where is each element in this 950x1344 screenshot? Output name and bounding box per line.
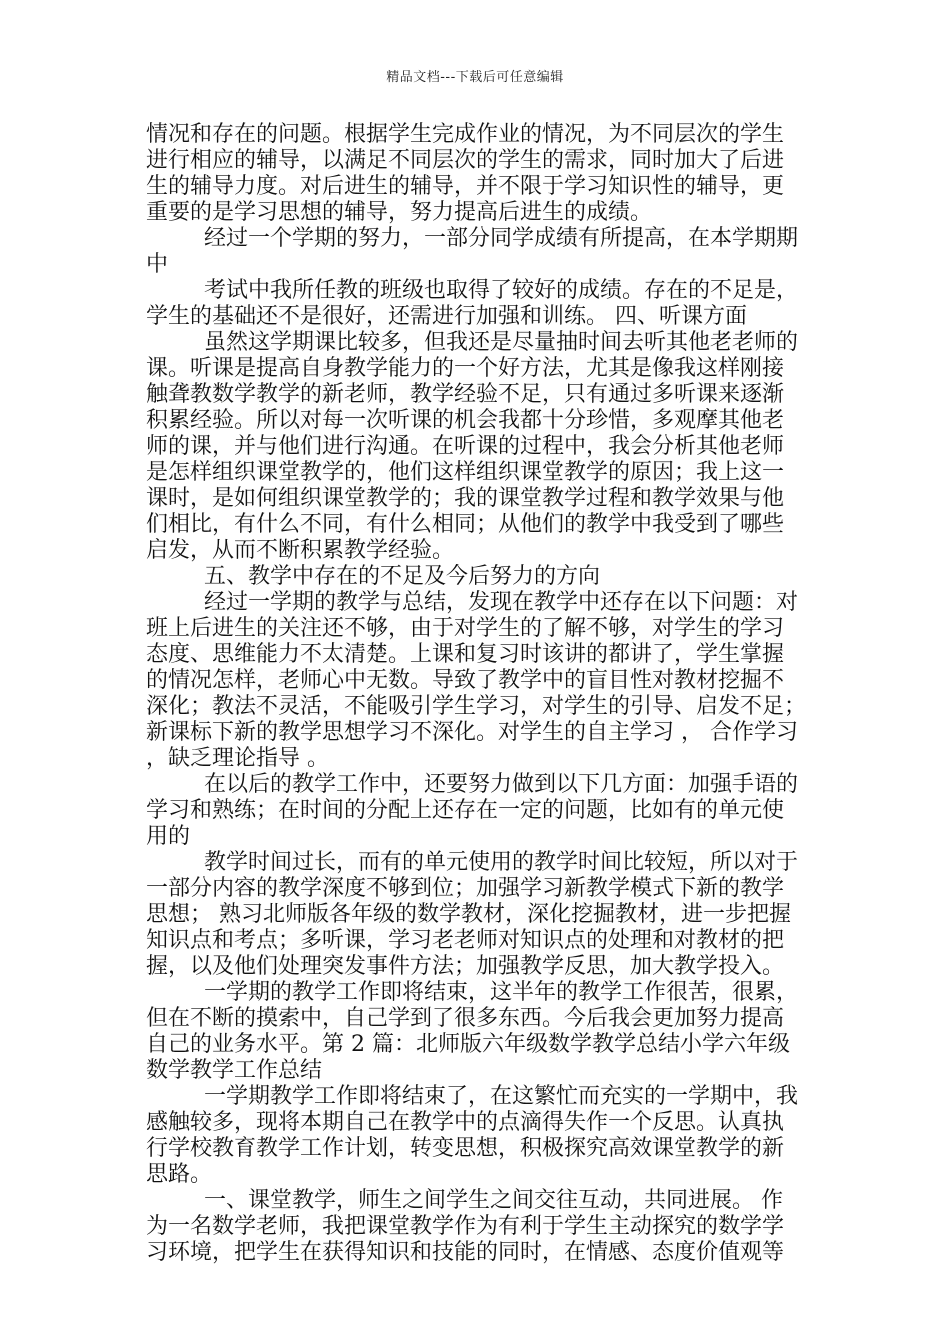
text-line: ，缺乏理论指导 。 <box>146 746 329 771</box>
text-line: 重要的是学习思想的辅导，努力提高后进生的成绩。 <box>146 200 653 225</box>
text-line: 感触较多，现将本期自己在教学中的点滴得失作一个反思。认真执 <box>146 1110 785 1135</box>
document-body <box>146 122 810 1266</box>
text-line: 考试中我所任教的班级也取得了较好的成绩。存在的不足是， <box>204 278 799 303</box>
text-line: 一、课堂教学，师生之间学生之间交往互动，共同进展。 作 <box>204 1188 783 1213</box>
text-line: 但在不断的摸索中，自己学到了很多东西。今后我会更加努力提高 <box>146 1006 785 1031</box>
text-line: 中 <box>146 252 169 277</box>
text-line: 积累经验。所以对每一次听课的机会我都十分珍惜，多观摩其他老 <box>146 408 785 433</box>
text-line: 课。听课是提高自身教学能力的一个好方法，尤其是像我这样刚接 <box>146 356 785 381</box>
text-line: 课时，是如何组织课堂教学的；我的课堂教学过程和教学效果与他 <box>146 486 785 511</box>
text-line: 知识点和考点；多听课，学习老老师对知识点的处理和对教材的把 <box>146 928 785 953</box>
text-line: 为一名数学老师，我把课堂教学作为有利于学生主动探究的数学学 <box>146 1214 785 1239</box>
text-line: 教学时间过长，而有的单元使用的教学时间比较短，所以对于 <box>204 850 799 875</box>
text-line: 在以后的教学工作中，还要努力做到以下几方面：加强手语的 <box>204 772 799 797</box>
text-line: 是怎样组织课堂教学的，他们这样组织课堂教学的原因；我上这一 <box>146 460 785 485</box>
text-line: 触聋教数学教学的新老师，教学经验不足，只有通过多听课来逐渐 <box>146 382 785 407</box>
page-header: 精品文档---下载后可任意编辑 <box>386 70 564 85</box>
text-line: 经过一学期的教学与总结，发现在教学中还存在以下问题：对 <box>204 590 799 615</box>
text-line: 习环境，把学生在获得知识和技能的同时，在情感、态度价值观等 <box>146 1240 785 1265</box>
text-line: 班上后进生的关注还不够，由于对学生的了解不够，对学生的学习 <box>146 616 785 641</box>
text-line: 新课标下新的教学思想学习不深化。对学生的自主学习 ， 合作学习 <box>146 720 798 745</box>
text-line: 的情况怎样，老师心中无数。导致了教学中的盲目性对教材挖掘不 <box>146 668 785 693</box>
text-line: 学习和熟练；在时间的分配上还存在一定的问题，比如有的单元使 <box>146 798 785 823</box>
text-line: 情况和存在的问题。根据学生完成作业的情况，为不同层次的学生 <box>146 122 785 147</box>
text-line: 思路。 <box>146 1162 213 1187</box>
text-line: 自己的业务水平。第 2 篇：北师版六年级数学教学总结小学六年级 <box>146 1032 790 1057</box>
text-line: 一部分内容的教学深度不够到位；加强学习新教学模式下新的教学 <box>146 876 785 901</box>
text-line: 五、教学中存在的不足及今后努力的方向 <box>204 564 601 589</box>
text-line: 握，以及他们处理突发事件方法；加强教学反思，加大教学投入。 <box>146 954 785 979</box>
text-line: 经过一个学期的努力，一部分同学成绩有所提高，在本学期期 <box>204 226 799 251</box>
text-line: 进行相应的辅导，以满足不同层次的学生的需求，同时加大了后进 <box>146 148 785 173</box>
text-line: 一学期教学工作即将结束了，在这繁忙而充实的一学期中，我 <box>204 1084 799 1109</box>
text-line: 启发，从而不断积累教学经验。 <box>146 538 455 563</box>
text-line: 生的辅导力度。对后进生的辅导，并不限于学习知识性的辅导，更 <box>146 174 785 199</box>
text-line: 用的 <box>146 824 191 849</box>
text-line: 思想； 熟习北师版各年级的数学教材，深化挖掘教材，进一步把握 <box>146 902 791 927</box>
text-line: 行学校教育教学工作计划，转变思想，积极探究高效课堂教学的新 <box>146 1136 785 1161</box>
text-line: 数学教学工作总结 <box>146 1058 323 1083</box>
text-line: 态度、思维能力不太清楚。上课和复习时该讲的都讲了，学生掌握 <box>146 642 785 667</box>
text-line: 学生的基础还不是很好，还需进行加强和训练。 四、听课方面 <box>146 304 747 329</box>
text-line: 虽然这学期课比较多，但我还是尽量抽时间去听其他老老师的 <box>204 330 799 355</box>
text-line: 师的课，并与他们进行沟通。在听课的过程中，我会分析其他老师 <box>146 434 785 459</box>
text-line: 一学期的教学工作即将结束，这半年的教学工作很苦，很累， <box>204 980 799 1005</box>
text-line: 深化；教法不灵活，不能吸引学生学习，对学生的引导、启发不足； <box>146 694 807 719</box>
text-line: 们相比，有什么不同，有什么相同；从他们的教学中我受到了哪些 <box>146 512 785 537</box>
